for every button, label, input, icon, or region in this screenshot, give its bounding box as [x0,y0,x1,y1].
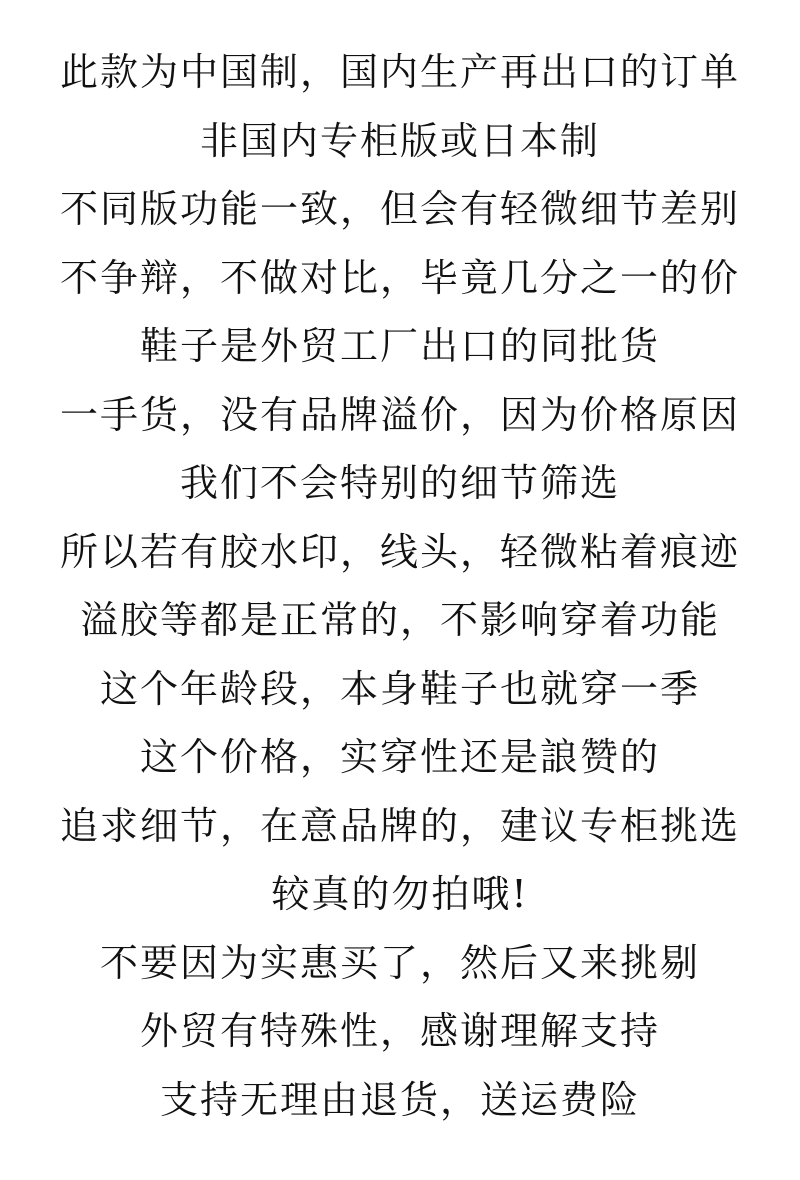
notice-line-4: 不争辩，不做对比，毕竟几分之一的价 [59,255,740,300]
notice-line-14: 不要因为实惠买了，然后又来挑剔 [99,940,700,985]
notice-line-11: 这个价格，实穿性还是誏赞的 [139,735,660,779]
notice-line-8: 所以若有胶水印，线头，轻微粘着痕迹 [59,529,740,574]
notice-line-6: 一手货，没有品牌溢价，因为价格原因 [59,392,740,437]
notice-line-12: 追求细节，在意品牌的，建议专柜挑选 [59,803,740,848]
notice-line-7: 我们不会特别的细节筛选 [179,461,620,505]
notice-line-5: 鞋子是外贸工厂出口的同批货 [139,324,660,368]
notice-line-15: 外贸有特殊性，感谢理解支持 [139,1009,660,1053]
notice-line-13: 较真的勿拍哦! [271,872,529,916]
notice-line-1: 此款为中国制，国内生产再出口的订单 [59,50,740,94]
notice-line-9: 溢胶等都是正常的，不影响穿着功能 [79,598,720,642]
notice-line-2: 非国内专柜版或日本制 [199,118,600,163]
notice-line-16: 支持无理由退货，送运费险 [159,1077,640,1122]
notice-line-10: 这个年龄段，本身鞋子也就穿一季 [99,666,700,711]
notice-line-3: 不同版功能一致，但会有轻微细节差别 [59,187,740,231]
